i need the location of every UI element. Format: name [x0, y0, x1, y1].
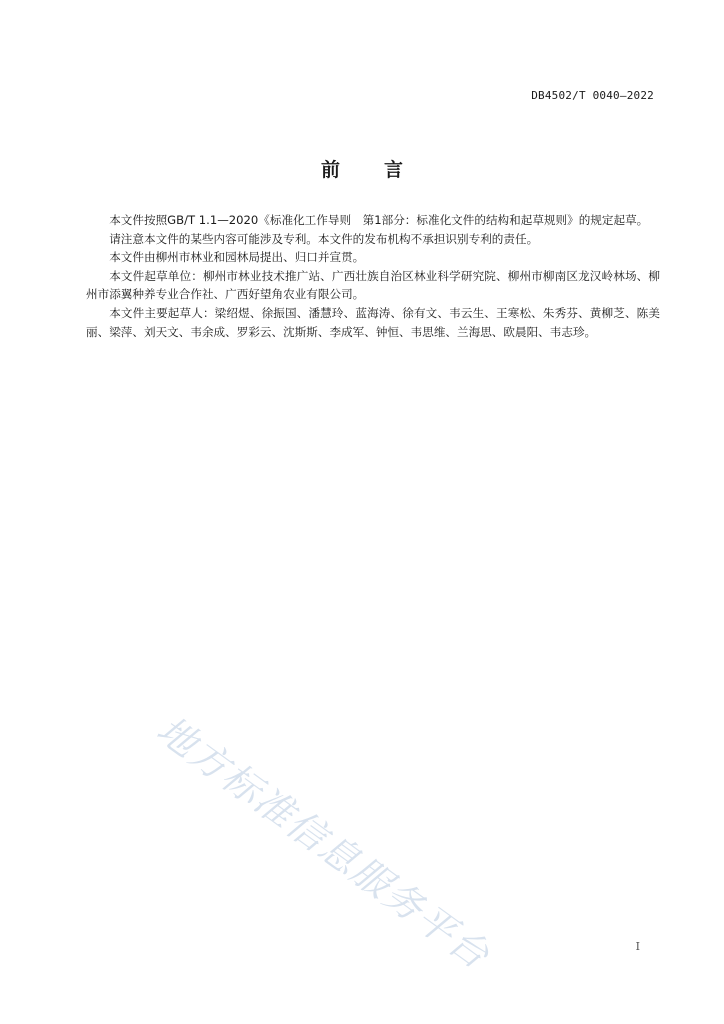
- paragraph-drafters: 本文件主要起草人：梁绍煜、徐振国、潘慧玲、蓝海涛、徐有文、韦云生、王寒松、朱秀芬、黄柳芝、陈美丽、梁萍、刘天文、韦余成、罗彩云、沈斯斯、李成军、钟恒、韦思维、兰海思、欧晨阳、韦志珍。: [86, 305, 660, 339]
- page-number: I: [635, 940, 640, 953]
- paragraph-drafting-rules: 本文件按照GB/T 1.1—2020《标准化工作导则 第1部分：标准化文件的结构和起草规则》的规定起草。: [109, 213, 649, 227]
- paragraph-proposer: 本文件由柳州市林业和园林局提出、归口并宣贯。: [109, 250, 365, 265]
- foreword-body: [86, 211, 660, 341]
- page-title: 前言: [320, 159, 447, 181]
- paragraph-patent-notice: 请注意本文件的某些内容可能涉及专利。本文件的发布机构不承担识别专利的责任。: [109, 231, 539, 246]
- paragraph-drafting-units: 本文件起草单位：柳州市林业技术推广站、广西壮族自治区林业科学研究院、柳州市柳南区龙汉岭林场、柳州市添翼种养专业合作社、广西好望角农业有限公司。: [86, 268, 660, 302]
- document-code: DB4502/T 0040—2022: [531, 89, 654, 102]
- watermark: 地方标准信息服务平台: [148, 707, 499, 979]
